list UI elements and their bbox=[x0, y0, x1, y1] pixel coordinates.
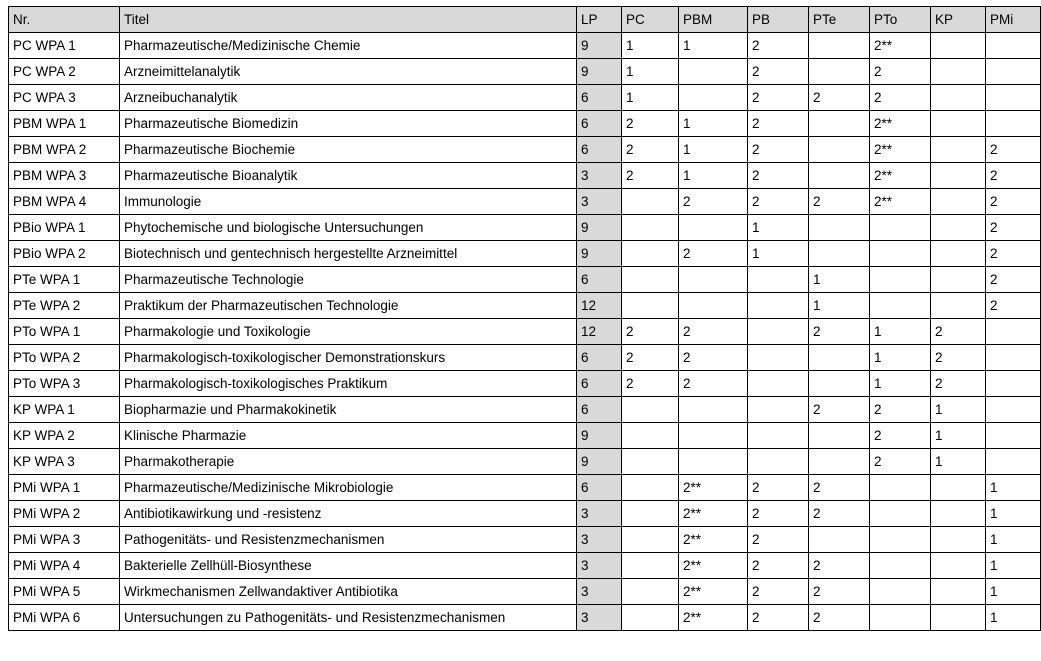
cell-nr: PTo WPA 1 bbox=[9, 319, 120, 345]
cell-pto: 2** bbox=[870, 163, 931, 189]
cell-pbm: 2 bbox=[679, 189, 748, 215]
cell-pc bbox=[622, 423, 679, 449]
header-row bbox=[9, 7, 1041, 33]
header-titel: Titel bbox=[120, 7, 577, 33]
cell-nr: PC WPA 2 bbox=[9, 59, 120, 85]
cell-kp: 2 bbox=[931, 345, 986, 371]
cell-pc bbox=[622, 579, 679, 605]
cell-pte: 2 bbox=[809, 189, 870, 215]
cell-pmi bbox=[986, 371, 1041, 397]
cell-pte: 2 bbox=[809, 553, 870, 579]
cell-pb bbox=[748, 371, 809, 397]
cell-lp: 3 bbox=[577, 501, 622, 527]
cell-kp: 1 bbox=[931, 423, 986, 449]
cell-pto bbox=[870, 293, 931, 319]
cell-kp bbox=[931, 553, 986, 579]
cell-pb: 1 bbox=[748, 241, 809, 267]
cell-pmi: 2 bbox=[986, 163, 1041, 189]
cell-kp bbox=[931, 85, 986, 111]
cell-lp: 6 bbox=[577, 111, 622, 137]
cell-nr: PTo WPA 2 bbox=[9, 345, 120, 371]
table-row bbox=[9, 579, 1041, 605]
cell-pbm: 2 bbox=[679, 371, 748, 397]
cell-pb: 2 bbox=[748, 553, 809, 579]
cell-pc bbox=[622, 241, 679, 267]
cell-pto bbox=[870, 241, 931, 267]
cell-titel: Arzneimittelanalytik bbox=[120, 59, 577, 85]
cell-pte bbox=[809, 163, 870, 189]
cell-kp: 1 bbox=[931, 449, 986, 475]
cell-titel: Biopharmazie und Pharmakokinetik bbox=[120, 397, 577, 423]
cell-pbm bbox=[679, 293, 748, 319]
cell-kp bbox=[931, 475, 986, 501]
cell-pmi bbox=[986, 319, 1041, 345]
cell-pbm bbox=[679, 449, 748, 475]
cell-kp bbox=[931, 527, 986, 553]
cell-pto: 2** bbox=[870, 137, 931, 163]
table-row bbox=[9, 423, 1041, 449]
cell-pb: 2 bbox=[748, 605, 809, 631]
cell-pbm: 2** bbox=[679, 605, 748, 631]
cell-titel: Antibiotikawirkung und -resistenz bbox=[120, 501, 577, 527]
cell-pc bbox=[622, 553, 679, 579]
cell-pte: 2 bbox=[809, 319, 870, 345]
cell-pc: 2 bbox=[622, 371, 679, 397]
cell-lp: 6 bbox=[577, 371, 622, 397]
cell-pmi: 1 bbox=[986, 475, 1041, 501]
table-row bbox=[9, 475, 1041, 501]
cell-pto bbox=[870, 215, 931, 241]
cell-pc bbox=[622, 527, 679, 553]
cell-titel: Pharmakotherapie bbox=[120, 449, 577, 475]
cell-pc bbox=[622, 293, 679, 319]
cell-lp: 3 bbox=[577, 553, 622, 579]
cell-titel: Pharmakologisch-toxikologischer Demonstrationskurs bbox=[120, 345, 577, 371]
cell-pbm: 1 bbox=[679, 111, 748, 137]
cell-nr: PBM WPA 2 bbox=[9, 137, 120, 163]
cell-pto: 2 bbox=[870, 85, 931, 111]
cell-pbm: 2 bbox=[679, 241, 748, 267]
cell-pb bbox=[748, 449, 809, 475]
cell-nr: PC WPA 3 bbox=[9, 85, 120, 111]
cell-pbm: 2 bbox=[679, 319, 748, 345]
cell-pto bbox=[870, 501, 931, 527]
cell-nr: PBio WPA 2 bbox=[9, 241, 120, 267]
cell-nr: PC WPA 1 bbox=[9, 33, 120, 59]
cell-pto bbox=[870, 527, 931, 553]
cell-titel: Praktikum der Pharmazeutischen Technologie bbox=[120, 293, 577, 319]
table-row bbox=[9, 111, 1041, 137]
cell-kp bbox=[931, 293, 986, 319]
cell-pc bbox=[622, 267, 679, 293]
cell-nr: KP WPA 2 bbox=[9, 423, 120, 449]
cell-pb: 2 bbox=[748, 475, 809, 501]
cell-titel: Untersuchungen zu Pathogenitäts- und Resistenzmechanismen bbox=[120, 605, 577, 631]
cell-titel: Pharmazeutische Biomedizin bbox=[120, 111, 577, 137]
cell-lp: 9 bbox=[577, 59, 622, 85]
cell-pte bbox=[809, 33, 870, 59]
cell-kp bbox=[931, 501, 986, 527]
table-row bbox=[9, 397, 1041, 423]
cell-pmi bbox=[986, 59, 1041, 85]
cell-nr: PMi WPA 5 bbox=[9, 579, 120, 605]
cell-pc: 2 bbox=[622, 319, 679, 345]
cell-titel: Wirkmechanismen Zellwandaktiver Antibiotika bbox=[120, 579, 577, 605]
cell-pto: 1 bbox=[870, 371, 931, 397]
cell-pbm bbox=[679, 215, 748, 241]
cell-pb: 2 bbox=[748, 111, 809, 137]
table-row bbox=[9, 319, 1041, 345]
cell-titel: Bakterielle Zellhüll-Biosynthese bbox=[120, 553, 577, 579]
cell-pc bbox=[622, 189, 679, 215]
cell-lp: 6 bbox=[577, 85, 622, 111]
cell-pmi bbox=[986, 449, 1041, 475]
cell-titel: Pharmakologie und Toxikologie bbox=[120, 319, 577, 345]
cell-lp: 9 bbox=[577, 33, 622, 59]
table-row bbox=[9, 33, 1041, 59]
cell-kp bbox=[931, 605, 986, 631]
cell-pte bbox=[809, 111, 870, 137]
cell-pc bbox=[622, 449, 679, 475]
cell-titel: Pharmazeutische/Medizinische Chemie bbox=[120, 33, 577, 59]
cell-lp: 12 bbox=[577, 293, 622, 319]
cell-lp: 12 bbox=[577, 319, 622, 345]
table-row bbox=[9, 85, 1041, 111]
cell-kp bbox=[931, 33, 986, 59]
cell-titel: Immunologie bbox=[120, 189, 577, 215]
cell-pte bbox=[809, 215, 870, 241]
cell-pte: 2 bbox=[809, 501, 870, 527]
cell-titel: Arzneibuchanalytik bbox=[120, 85, 577, 111]
cell-pto bbox=[870, 267, 931, 293]
cell-pbm: 1 bbox=[679, 163, 748, 189]
cell-pbm: 2** bbox=[679, 475, 748, 501]
header-kp: KP bbox=[931, 7, 986, 33]
cell-pc bbox=[622, 397, 679, 423]
cell-lp: 3 bbox=[577, 189, 622, 215]
cell-titel: Pharmakologisch-toxikologisches Praktikum bbox=[120, 371, 577, 397]
cell-pc: 2 bbox=[622, 345, 679, 371]
cell-pmi bbox=[986, 111, 1041, 137]
cell-pte: 2 bbox=[809, 475, 870, 501]
cell-pte: 1 bbox=[809, 267, 870, 293]
table-row bbox=[9, 293, 1041, 319]
cell-kp: 1 bbox=[931, 397, 986, 423]
table-body bbox=[9, 33, 1041, 631]
cell-pc: 1 bbox=[622, 33, 679, 59]
cell-pb: 2 bbox=[748, 33, 809, 59]
cell-pb bbox=[748, 319, 809, 345]
cell-pc: 1 bbox=[622, 59, 679, 85]
cell-nr: PBM WPA 3 bbox=[9, 163, 120, 189]
cell-pto: 2** bbox=[870, 111, 931, 137]
cell-kp: 2 bbox=[931, 371, 986, 397]
header-pc: PC bbox=[622, 7, 679, 33]
cell-lp: 9 bbox=[577, 215, 622, 241]
cell-pb: 2 bbox=[748, 501, 809, 527]
header-pmi: PMi bbox=[986, 7, 1041, 33]
cell-kp bbox=[931, 137, 986, 163]
cell-pb bbox=[748, 423, 809, 449]
table-row bbox=[9, 59, 1041, 85]
table-row bbox=[9, 241, 1041, 267]
cell-nr: PBM WPA 1 bbox=[9, 111, 120, 137]
cell-nr: PTe WPA 1 bbox=[9, 267, 120, 293]
cell-titel: Pharmazeutische/Medizinische Mikrobiologie bbox=[120, 475, 577, 501]
cell-pte bbox=[809, 137, 870, 163]
cell-pb: 2 bbox=[748, 163, 809, 189]
cell-pmi bbox=[986, 85, 1041, 111]
cell-pmi: 2 bbox=[986, 293, 1041, 319]
cell-pbm: 1 bbox=[679, 137, 748, 163]
cell-pb: 2 bbox=[748, 137, 809, 163]
cell-lp: 3 bbox=[577, 527, 622, 553]
cell-titel: Pathogenitäts- und Resistenzmechanismen bbox=[120, 527, 577, 553]
cell-nr: PMi WPA 3 bbox=[9, 527, 120, 553]
cell-lp: 3 bbox=[577, 605, 622, 631]
cell-nr: KP WPA 3 bbox=[9, 449, 120, 475]
cell-kp bbox=[931, 579, 986, 605]
cell-pto: 2 bbox=[870, 397, 931, 423]
cell-titel: Biotechnisch und gentechnisch hergestellte Arzneimittel bbox=[120, 241, 577, 267]
cell-pbm: 1 bbox=[679, 33, 748, 59]
cell-pc: 2 bbox=[622, 137, 679, 163]
cell-pte: 2 bbox=[809, 85, 870, 111]
cell-pte: 1 bbox=[809, 293, 870, 319]
cell-titel: Pharmazeutische Biochemie bbox=[120, 137, 577, 163]
cell-pto bbox=[870, 579, 931, 605]
cell-pmi bbox=[986, 423, 1041, 449]
cell-nr: KP WPA 1 bbox=[9, 397, 120, 423]
cell-pte bbox=[809, 241, 870, 267]
cell-pb bbox=[748, 345, 809, 371]
cell-pmi: 1 bbox=[986, 579, 1041, 605]
cell-pbm: 2** bbox=[679, 527, 748, 553]
cell-nr: PBio WPA 1 bbox=[9, 215, 120, 241]
cell-kp bbox=[931, 189, 986, 215]
header-pto: PTo bbox=[870, 7, 931, 33]
cell-pte: 2 bbox=[809, 579, 870, 605]
cell-pto bbox=[870, 475, 931, 501]
cell-pc bbox=[622, 215, 679, 241]
cell-pc bbox=[622, 501, 679, 527]
cell-pto: 1 bbox=[870, 345, 931, 371]
cell-pbm bbox=[679, 85, 748, 111]
cell-nr: PTe WPA 2 bbox=[9, 293, 120, 319]
cell-pb: 2 bbox=[748, 579, 809, 605]
cell-pc bbox=[622, 475, 679, 501]
cell-pto: 2** bbox=[870, 189, 931, 215]
cell-pmi bbox=[986, 33, 1041, 59]
cell-pbm bbox=[679, 423, 748, 449]
cell-pmi bbox=[986, 345, 1041, 371]
course-matrix-table bbox=[8, 6, 1041, 631]
cell-lp: 6 bbox=[577, 267, 622, 293]
cell-titel: Pharmazeutische Bioanalytik bbox=[120, 163, 577, 189]
table-row bbox=[9, 215, 1041, 241]
cell-kp bbox=[931, 59, 986, 85]
cell-pb bbox=[748, 293, 809, 319]
cell-nr: PMi WPA 4 bbox=[9, 553, 120, 579]
cell-lp: 3 bbox=[577, 163, 622, 189]
cell-lp: 9 bbox=[577, 241, 622, 267]
cell-pbm bbox=[679, 267, 748, 293]
cell-nr: PMi WPA 1 bbox=[9, 475, 120, 501]
header-lp: LP bbox=[577, 7, 622, 33]
table-row bbox=[9, 605, 1041, 631]
cell-pmi bbox=[986, 397, 1041, 423]
cell-pb bbox=[748, 267, 809, 293]
cell-pto bbox=[870, 553, 931, 579]
cell-nr: PTo WPA 3 bbox=[9, 371, 120, 397]
cell-pte: 2 bbox=[809, 397, 870, 423]
cell-pb: 2 bbox=[748, 189, 809, 215]
cell-pte: 2 bbox=[809, 605, 870, 631]
header-pte: PTe bbox=[809, 7, 870, 33]
cell-pto: 2 bbox=[870, 423, 931, 449]
cell-pc bbox=[622, 605, 679, 631]
table-header bbox=[9, 7, 1041, 33]
cell-nr: PMi WPA 2 bbox=[9, 501, 120, 527]
cell-pmi: 2 bbox=[986, 215, 1041, 241]
cell-kp bbox=[931, 267, 986, 293]
cell-lp: 6 bbox=[577, 475, 622, 501]
cell-pbm: 2** bbox=[679, 553, 748, 579]
cell-kp bbox=[931, 111, 986, 137]
cell-pto: 2 bbox=[870, 449, 931, 475]
header-pbm: PBM bbox=[679, 7, 748, 33]
cell-pte bbox=[809, 449, 870, 475]
cell-pbm bbox=[679, 59, 748, 85]
cell-pbm bbox=[679, 397, 748, 423]
cell-lp: 6 bbox=[577, 345, 622, 371]
cell-titel: Pharmazeutische Technologie bbox=[120, 267, 577, 293]
cell-lp: 3 bbox=[577, 579, 622, 605]
cell-pte bbox=[809, 527, 870, 553]
header-pb: PB bbox=[748, 7, 809, 33]
table-row bbox=[9, 189, 1041, 215]
cell-pmi: 2 bbox=[986, 189, 1041, 215]
cell-pbm: 2** bbox=[679, 579, 748, 605]
cell-pmi: 1 bbox=[986, 605, 1041, 631]
cell-pb: 2 bbox=[748, 85, 809, 111]
cell-pb: 1 bbox=[748, 215, 809, 241]
table-row bbox=[9, 163, 1041, 189]
cell-pmi: 1 bbox=[986, 553, 1041, 579]
cell-pto: 1 bbox=[870, 319, 931, 345]
cell-lp: 6 bbox=[577, 397, 622, 423]
cell-pc: 1 bbox=[622, 85, 679, 111]
table-row bbox=[9, 345, 1041, 371]
cell-pte bbox=[809, 59, 870, 85]
cell-pmi: 2 bbox=[986, 241, 1041, 267]
cell-pc: 2 bbox=[622, 163, 679, 189]
table-row bbox=[9, 137, 1041, 163]
cell-kp: 2 bbox=[931, 319, 986, 345]
table-row bbox=[9, 553, 1041, 579]
cell-kp bbox=[931, 215, 986, 241]
table-row bbox=[9, 501, 1041, 527]
cell-pb bbox=[748, 397, 809, 423]
cell-pto: 2** bbox=[870, 33, 931, 59]
cell-lp: 9 bbox=[577, 423, 622, 449]
table-row bbox=[9, 527, 1041, 553]
cell-kp bbox=[931, 241, 986, 267]
cell-nr: PBM WPA 4 bbox=[9, 189, 120, 215]
cell-lp: 9 bbox=[577, 449, 622, 475]
cell-kp bbox=[931, 163, 986, 189]
table-row bbox=[9, 449, 1041, 475]
cell-pte bbox=[809, 371, 870, 397]
cell-pmi: 2 bbox=[986, 267, 1041, 293]
cell-pb: 2 bbox=[748, 59, 809, 85]
cell-pte bbox=[809, 423, 870, 449]
cell-pto: 2 bbox=[870, 59, 931, 85]
header-nr: Nr. bbox=[9, 7, 120, 33]
table-row bbox=[9, 267, 1041, 293]
cell-nr: PMi WPA 6 bbox=[9, 605, 120, 631]
cell-pbm: 2 bbox=[679, 345, 748, 371]
cell-pmi: 2 bbox=[986, 137, 1041, 163]
cell-pc: 2 bbox=[622, 111, 679, 137]
cell-pmi: 1 bbox=[986, 501, 1041, 527]
cell-pmi: 1 bbox=[986, 527, 1041, 553]
cell-titel: Klinische Pharmazie bbox=[120, 423, 577, 449]
cell-pte bbox=[809, 345, 870, 371]
cell-lp: 6 bbox=[577, 137, 622, 163]
table-row bbox=[9, 371, 1041, 397]
cell-titel: Phytochemische und biologische Untersuchungen bbox=[120, 215, 577, 241]
cell-pto bbox=[870, 605, 931, 631]
cell-pb: 2 bbox=[748, 527, 809, 553]
cell-pbm: 2** bbox=[679, 501, 748, 527]
